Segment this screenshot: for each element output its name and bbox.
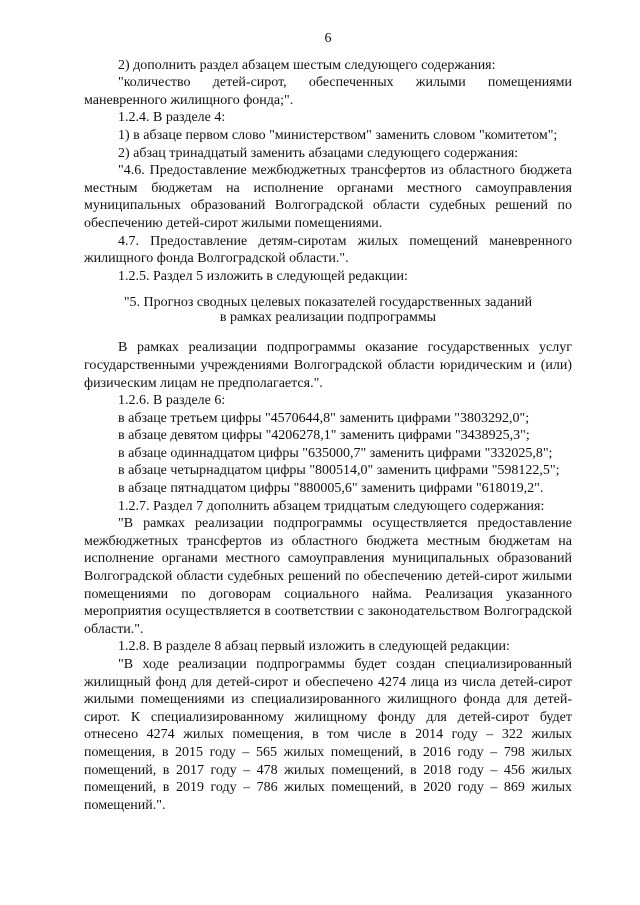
paragraph: 4.7. Предоставление детям-сиротам жилых помещений маневренного жилищного фонда Волгоградской области.". [84, 233, 572, 267]
paragraph: в абзаце девятом цифры "4206278,1" заменить цифрами "3438925,3"; [118, 428, 530, 444]
paragraph: 1.2.5. Раздел 5 изложить в следующей редакции: [118, 268, 408, 284]
paragraph: "В ходе реализации подпрограммы будет создан специализированный жилищный фонд для детей-сирот и обеспечено 4274 лица из числа детей-сирот жилыми помещениями из специализированного жилищного фонда для детей-сирот. К специализированному жилищному фонду для детей-сирот будет отнесено 4274 жилых помещения, в том числе в 2014 году – 322 жилых помещения, в 2015 году – 565 жилых помещений, в 2016 году – 798 жилых помещений, в 2017 году – 478 жилых помещений, в 2018 году – 456 жилых помещений, в 2019 году – 786 жилых помещений, в 2020 году – 869 жилых помещений.". [84, 657, 572, 813]
paragraph: 2) абзац тринадцатый заменить абзацами следующего содержания: [118, 145, 519, 161]
document-page [84, 30, 572, 814]
paragraph: 1.2.4. В разделе 4: [118, 110, 226, 126]
section-heading-line: в рамках реализации подпрограммы [219, 310, 437, 326]
paragraph: в абзаце третьем цифры "4570644,8" заменить цифрами "3803292,0"; [118, 410, 530, 426]
paragraph: 2) дополнить раздел абзацем шестым следующего содержания: [118, 57, 496, 73]
paragraph: 1) в абзаце первом слово "министерством" заменить словом "комитетом"; [118, 127, 558, 143]
page-number: 6 [324, 31, 332, 46]
section-heading [84, 295, 572, 325]
paragraph: "4.6. Предоставление межбюджетных трансфертов из областного бюджета местным бюджетам на исполнение органами местного самоуправления муниципальных образований Волгоградской области судебных решений по обеспечению детей-сирот жилыми помещениями. [84, 163, 572, 231]
paragraph: в абзаце одиннадцатом цифры "635000,7" заменить цифрами "332025,8"; [118, 445, 553, 461]
paragraph: 1.2.6. В разделе 6: [118, 393, 226, 409]
paragraph: "количество детей-сирот, обеспеченных жилыми помещениями маневренного жилищного фонда;". [84, 75, 572, 108]
paragraph: В рамках реализации подпрограммы оказание государственных услуг государственными учреждениями Волгоградской области юридическим и (или) физическим лицам не предполагается.". [84, 340, 572, 391]
paragraph: "В рамках реализации подпрограммы осуществляется предоставление межбюджетных трансфертов из областного бюджета местным бюджетам на исполнение органами местного самоуправления муниципальных образований Волгоградской области судебных решений по обеспечению детей-сирот жилыми помещениями по договорам социального найма. Реализация указанного мероприятия осуществляется в соответствии с законодательством Волгоградской области.". [84, 516, 572, 637]
paragraph: 1.2.8. В разделе 8 абзац первый изложить в следующей редакции: [118, 639, 510, 655]
paragraph: 1.2.7. Раздел 7 дополнить абзацем тридцатым следующего содержания: [118, 498, 545, 514]
paragraph: в абзаце четырнадцатом цифры "800514,0" заменить цифрами "598122,5"; [118, 463, 560, 479]
paragraph: в абзаце пятнадцатом цифры "880005,6" заменить цифрами "618019,2". [118, 481, 544, 497]
section-heading-line: "5. Прогноз сводных целевых показателей государственных заданий [123, 295, 533, 311]
